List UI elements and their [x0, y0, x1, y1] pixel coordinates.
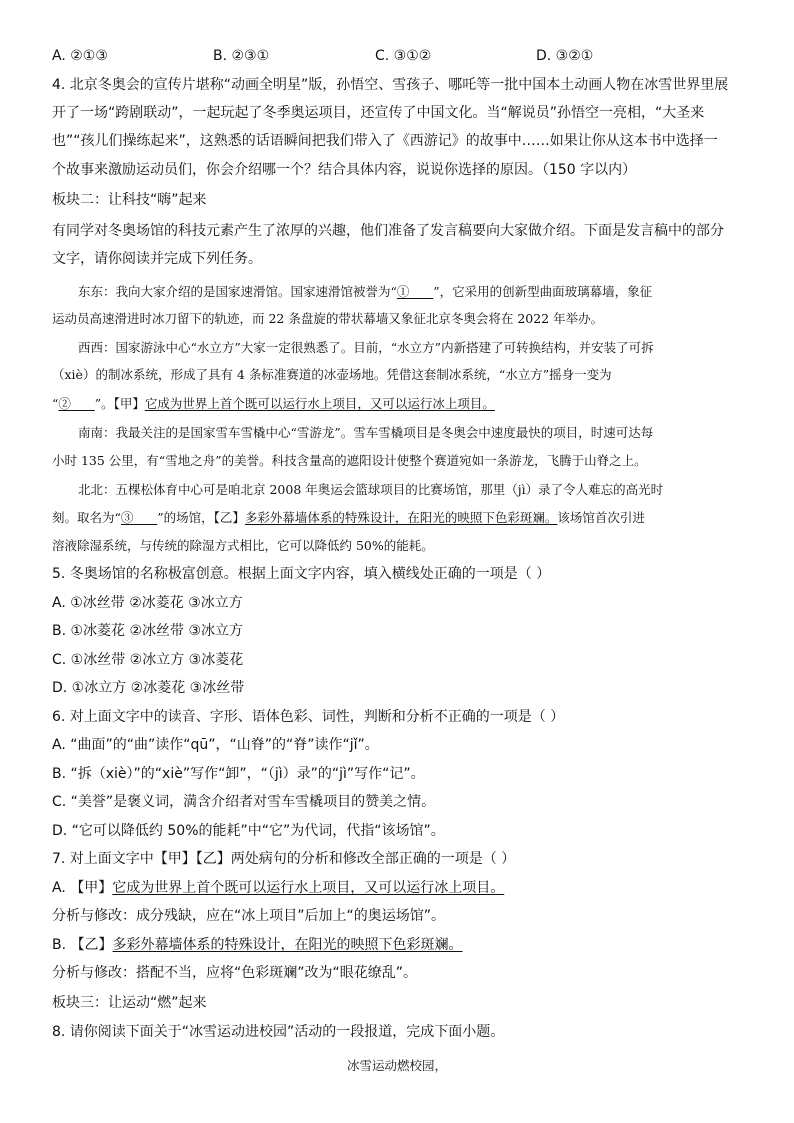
q5-option-a: A. ①冰丝带 ②冰菱花 ③冰立方: [52, 595, 243, 611]
section3-title: 板块三：让运动“燃”起来: [52, 995, 207, 1011]
q4-line-4: 个故事来激励运动员们，你会介绍哪一个？结合具体内容，说说你选择的原因。（150 字以内）: [52, 162, 637, 178]
q7-a-sentence: 它成为世界上首个既可以运行水上项目，又可以运行冰上项目。: [112, 880, 505, 896]
speech-xi-line-2: （xiè）的制冰系统，形成了具有 4 条标准赛道的冰壶场地。凭借这套制冰系统，“水立方”摇身一变为: [52, 367, 612, 382]
q7-b-sentence: 多彩外幕墙体系的特殊设计，在阳光的映照下色彩斑斓。: [112, 937, 463, 953]
q7-a-analysis: 分析与修改：成分残缺，应在“冰上项目”后加上“的奥运场馆”。: [52, 908, 446, 924]
q7-stem: 7. 对上面文字中【甲】【乙】两处病句的分析和修改全部正确的一项是（ ）: [52, 851, 516, 867]
blank-3: ③: [120, 510, 134, 525]
q6-stem: 6. 对上面文字中的读音、字形、语体色彩、词性，判断和分析不正确的一项是（ ）: [52, 709, 565, 725]
sentence-yi: 多彩外幕墙体系的特殊设计，在阳光的映照下色彩斑斓。: [244, 510, 558, 525]
q5-option-c: C. ①冰丝带 ②冰立方 ③冰菱花: [52, 652, 244, 668]
q6-option-b: B. “拆（xiè）”的“xiè”写作“卸”，“（jì）录”的“jì”写作“记”。: [52, 766, 425, 782]
speech-xi-line-3: “② ”。【甲】它成为世界上首个既可以运行水上项目，又可以运行冰上项目。: [52, 396, 495, 411]
q6-option-c: C. “美誉”是褒义词，満含介绍者对雪车雪橇项目的赞美之情。: [52, 794, 436, 810]
q5-option-d: D. ①冰立方 ②冰菱花 ③冰丝带: [52, 680, 245, 696]
q6-option-d: D. “它可以降低约 50%的能耗”中“它”为代词，代指“该场馆”。: [52, 823, 445, 839]
option-b: B. ②③①: [213, 48, 270, 64]
option-a: A. ②①③: [52, 48, 108, 64]
speech-bei-line-3: 溶液除湿系统，与传统的除湿方式相比，它可以降低约 50%的能耗。: [52, 538, 434, 553]
q4-line-2: 开了一场“跨剧联动”，一起玩起了冬季奥运项目，还宣传了中国文化。当“解说员”孙悟空一亮相，“大圣来: [52, 105, 705, 121]
speech-dong-line-1: 东东：我向大家介绍的是国家速滑馆。国家速滑馆被誉为“① ”，它采用的创新型曲面玻璃幕墙，象征: [78, 284, 653, 299]
speech-nan-line-1: 南南：我最关注的是国家雪车雪橇中心“雪游龙”。雪车雪橇项目是冬奥会中速度最快的项目，时速可达每: [78, 425, 654, 440]
blank-2: ②: [58, 396, 71, 411]
q6-option-a: A. “曲面”的“曲”读作“qū”，“山脊”的“脊”读作“jǐ”。: [52, 737, 379, 753]
speech-dong-line-2: 运动员高速滑进时冰刀留下的轨迹，而 22 条盘旋的带状幕墙又象征北京冬奥会将在 2022 年举办。: [52, 311, 604, 326]
blank-1: ①: [396, 284, 410, 299]
sentence-jia: 它成为世界上首个既可以运行水上项目，又可以运行冰上项目。: [144, 396, 495, 411]
speech-xi-line-1: 西西：国家游泳中心“水立方”大家一定很熟悉了。目前，“水立方”内新搭建了可转换结构，并安装了可拆: [78, 340, 654, 355]
speech-bei-line-1: 北北：五棵松体育中心可是咱北京 2008 年奥运会篮球项目的比赛场馆，那里（jì）录了令人难忘的高光时: [78, 482, 664, 497]
section2-title: 板块二：让科技“嗨”起来: [52, 192, 207, 208]
q7-b-analysis: 分析与修改：搭配不当，应将“色彩斑斓”改为“眼花缭乱”。: [52, 965, 418, 981]
q5-option-b: B. ①冰菱花 ②冰丝带 ③冰立方: [52, 623, 244, 639]
section2-intro-1: 有同学对冬奥场馆的科技元素产生了浓厚的兴趣，他们准备了发言稿要向大家做介绍。下面是发言稿中的部分: [52, 223, 724, 239]
speech-bei-line-2: 刻。取名为“③ ”的场馆，【乙】多彩外幕墙体系的特殊设计，在阳光的映照下色彩斑斓。该场馆首次引进: [52, 510, 645, 525]
q4-line-1: 4. 北京冬奥会的宣传片堪称“动画全明星”版，孙悟空、雪孩子、哪吒等一批中国本土动画人物在冰雪世界里展: [52, 77, 729, 93]
q5-stem: 5. 冬奥场馆的名称极富创意。根据上面文字内容，填入横线处正确的一项是（ ）: [52, 566, 551, 582]
section2-intro-2: 文字，请你阅读并完成下列任务。: [52, 251, 262, 267]
option-d: D. ③②①: [536, 48, 594, 64]
option-c: C. ③①②: [375, 48, 432, 64]
q8-stem: 8. 请你阅读下面关于“冰雪运动进校园”活动的一段报道，完成下面小题。: [52, 1024, 505, 1040]
q7-option-b: B. 【乙】多彩外幕墙体系的特殊设计，在阳光的映照下色彩斑斓。: [52, 937, 463, 953]
speech-nan-line-2: 小时 135 公里，有“雪地之舟”的美誉。科技含量高的遮阳设计使整个赛道宛如一条游龙，飞腾于山脊之上。: [52, 453, 647, 468]
q4-line-3: 也”“孩儿们操练起来”，这熟悉的话语瞬间把我们带入了《西游记》的故事中……如果让你从这本书中选择一: [52, 133, 718, 149]
report-heading: 冰雪运动燃校园，: [346, 1058, 447, 1073]
q7-option-a: A. 【甲】它成为世界上首个既可以运行水上项目，又可以运行冰上项目。: [52, 880, 505, 896]
